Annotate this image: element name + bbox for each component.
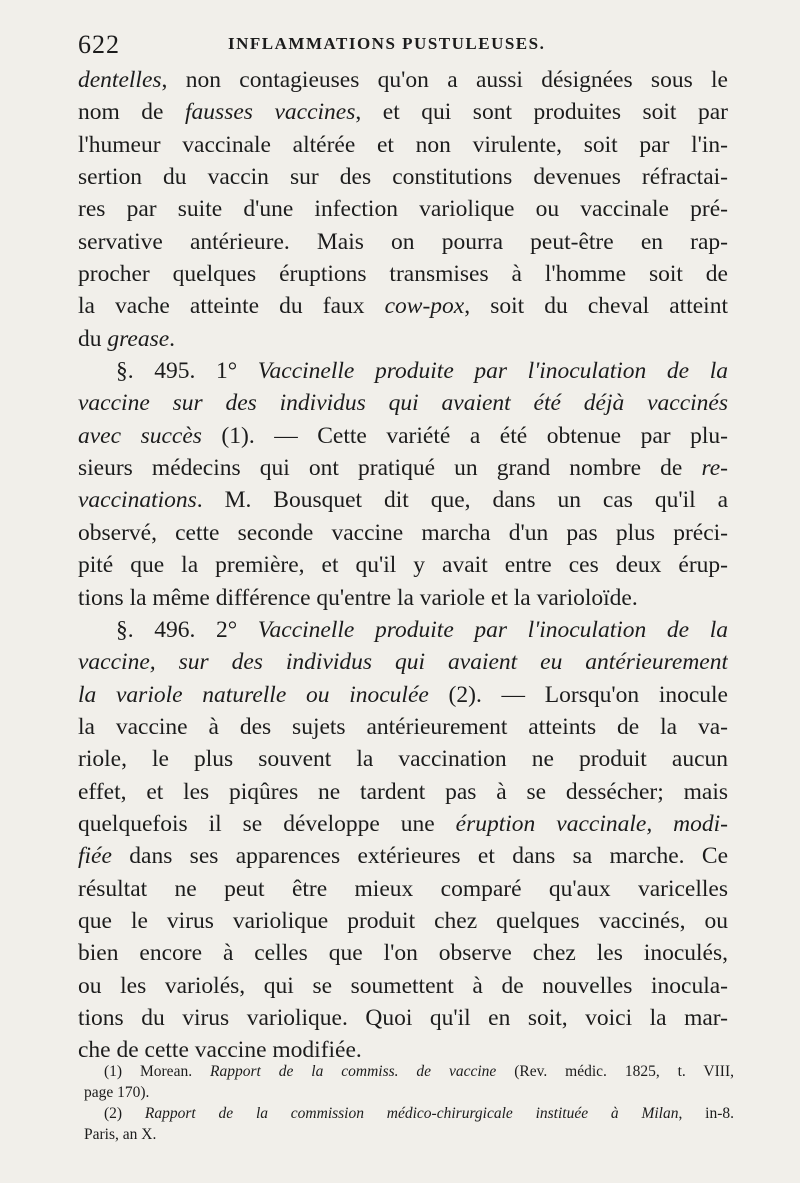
text-span: (1). — Cette variété a été obtenue par plu- — [201, 422, 728, 449]
text-line — [78, 96, 728, 128]
italic-term: grease — [107, 325, 170, 352]
text-line: bien encore à celles que l'on observe chez les inoculés, — [78, 940, 728, 967]
footnote-2 — [84, 1103, 734, 1124]
text-span: quelquefois il se développe une — [78, 810, 456, 837]
italic-term: dentelles — [78, 67, 162, 93]
italic-term: éruption vaccinale, modi- — [455, 810, 728, 837]
section-title: Vaccinelle produite par l'inoculation de la — [257, 358, 728, 385]
text-line: ou les variolés, qui se soumettent à de nouvelles inocula- — [78, 972, 728, 999]
section-title: vaccine, sur des individus qui avaient eu antérieurement — [78, 649, 728, 676]
text-line: effet, et les piqûres ne tardent pas à se dessécher; mais — [78, 778, 728, 805]
text-line: res par suite d'une infection variolique ou vaccinale pré- — [78, 196, 728, 223]
text-line — [78, 452, 728, 484]
footnote-reference: , in-8. — [678, 1105, 735, 1122]
footnote-author: (1) Morean. — [104, 1063, 210, 1080]
section-title: Vaccinelle produite par l'inoculation de la — [257, 616, 728, 643]
footnote-1 — [84, 1061, 734, 1082]
text-span: sieurs médecins qui ont pratiqué un grand nombre de — [78, 455, 702, 482]
text-line: riole, le plus souvent la vaccination ne produit aucun — [78, 746, 728, 773]
text-span: dans ses apparences extérieures et dans sa marche. Ce — [111, 843, 728, 870]
text-line — [78, 387, 728, 419]
section-heading-496 — [78, 614, 728, 646]
footnote-title: Rapport de la commission médico-chirurgicale instituée à Milan — [144, 1105, 679, 1122]
text-line — [78, 323, 728, 355]
page-header — [78, 30, 738, 60]
footnote-1-continuation: page 170). — [84, 1084, 150, 1101]
italic-term: fiée — [78, 843, 112, 870]
text-line — [78, 64, 728, 96]
text-line: observé, cette seconde vaccine marcha d'un pas plus préci- — [78, 519, 728, 546]
text-line — [78, 808, 728, 840]
page-number: 622 — [78, 30, 120, 59]
section-number: §. 495. 1° — [116, 358, 258, 385]
footnote-title: Rapport de la commiss. de vaccine — [210, 1063, 497, 1080]
text-span: nom de — [78, 99, 186, 126]
footnote-2-continuation: Paris, an X. — [84, 1126, 157, 1143]
section-number: §. 496. 2° — [116, 616, 258, 643]
text-span: , non contagieuses qu'on a aussi désignées sous le — [161, 67, 728, 93]
italic-term: vaccinations — [78, 487, 197, 514]
text-line — [78, 679, 728, 711]
text-line: tions la même différence qu'entre la variole et la varioloïde. — [78, 584, 638, 611]
text-line: résultat ne peut être mieux comparé qu'aux varicelles — [78, 875, 728, 902]
text-line: l'humeur vaccinale altérée et non virulente, soit par l'in- — [78, 131, 728, 158]
text-line — [78, 290, 728, 322]
text-span: , et qui sont produites soit par — [355, 99, 728, 126]
text-line: que le virus variolique produit chez quelques vaccinés, ou — [78, 907, 728, 934]
footnotes — [84, 1061, 734, 1145]
text-line: servative antérieure. Mais on pourra peut-être en rap- — [78, 228, 728, 255]
footnote-reference: (Rev. médic. 1825, t. VIII, — [496, 1063, 734, 1080]
footnote-marker: (2) — [104, 1105, 145, 1122]
text-line — [78, 484, 728, 516]
section-title: vaccine sur des individus qui avaient été déjà vaccinés — [78, 390, 728, 417]
text-line: tions du virus variolique. Quoi qu'il en soit, voici la mar- — [78, 1004, 728, 1031]
text-line — [78, 420, 728, 452]
text-line: pité que la première, et qu'il y avait entre ces deux érup- — [78, 552, 728, 579]
text-line: procher quelques éruptions transmises à l'homme soit de — [78, 261, 728, 288]
text-line: che de cette vaccine modifiée. — [78, 1037, 362, 1064]
text-line — [78, 840, 728, 872]
section-title: la variole naturelle ou inoculée — [78, 681, 429, 708]
italic-term: cow-pox — [384, 293, 465, 320]
text-span: . — [169, 325, 176, 352]
text-line: la vaccine à des sujets antérieurement atteints de la va- — [78, 713, 728, 740]
text-span: du — [78, 325, 108, 352]
running-title: INFLAMMATIONS PUSTULEUSES. — [228, 34, 546, 53]
body-text — [78, 64, 728, 1067]
text-line: sertion du vaccin sur des constitutions devenues réfractai- — [78, 164, 728, 191]
italic-term: fausses vaccines — [185, 99, 356, 126]
text-line — [78, 646, 728, 678]
text-span: . M. Bousquet dit que, dans un cas qu'il a — [196, 487, 728, 514]
text-span: (2). — Lorsqu'on inocule — [428, 681, 728, 708]
section-title: avec succès — [78, 422, 202, 449]
text-span: , soit du cheval atteint — [464, 293, 728, 320]
section-heading-495 — [78, 355, 728, 387]
italic-term: re- — [701, 455, 728, 482]
text-span: la vache atteinte du faux — [78, 293, 385, 320]
